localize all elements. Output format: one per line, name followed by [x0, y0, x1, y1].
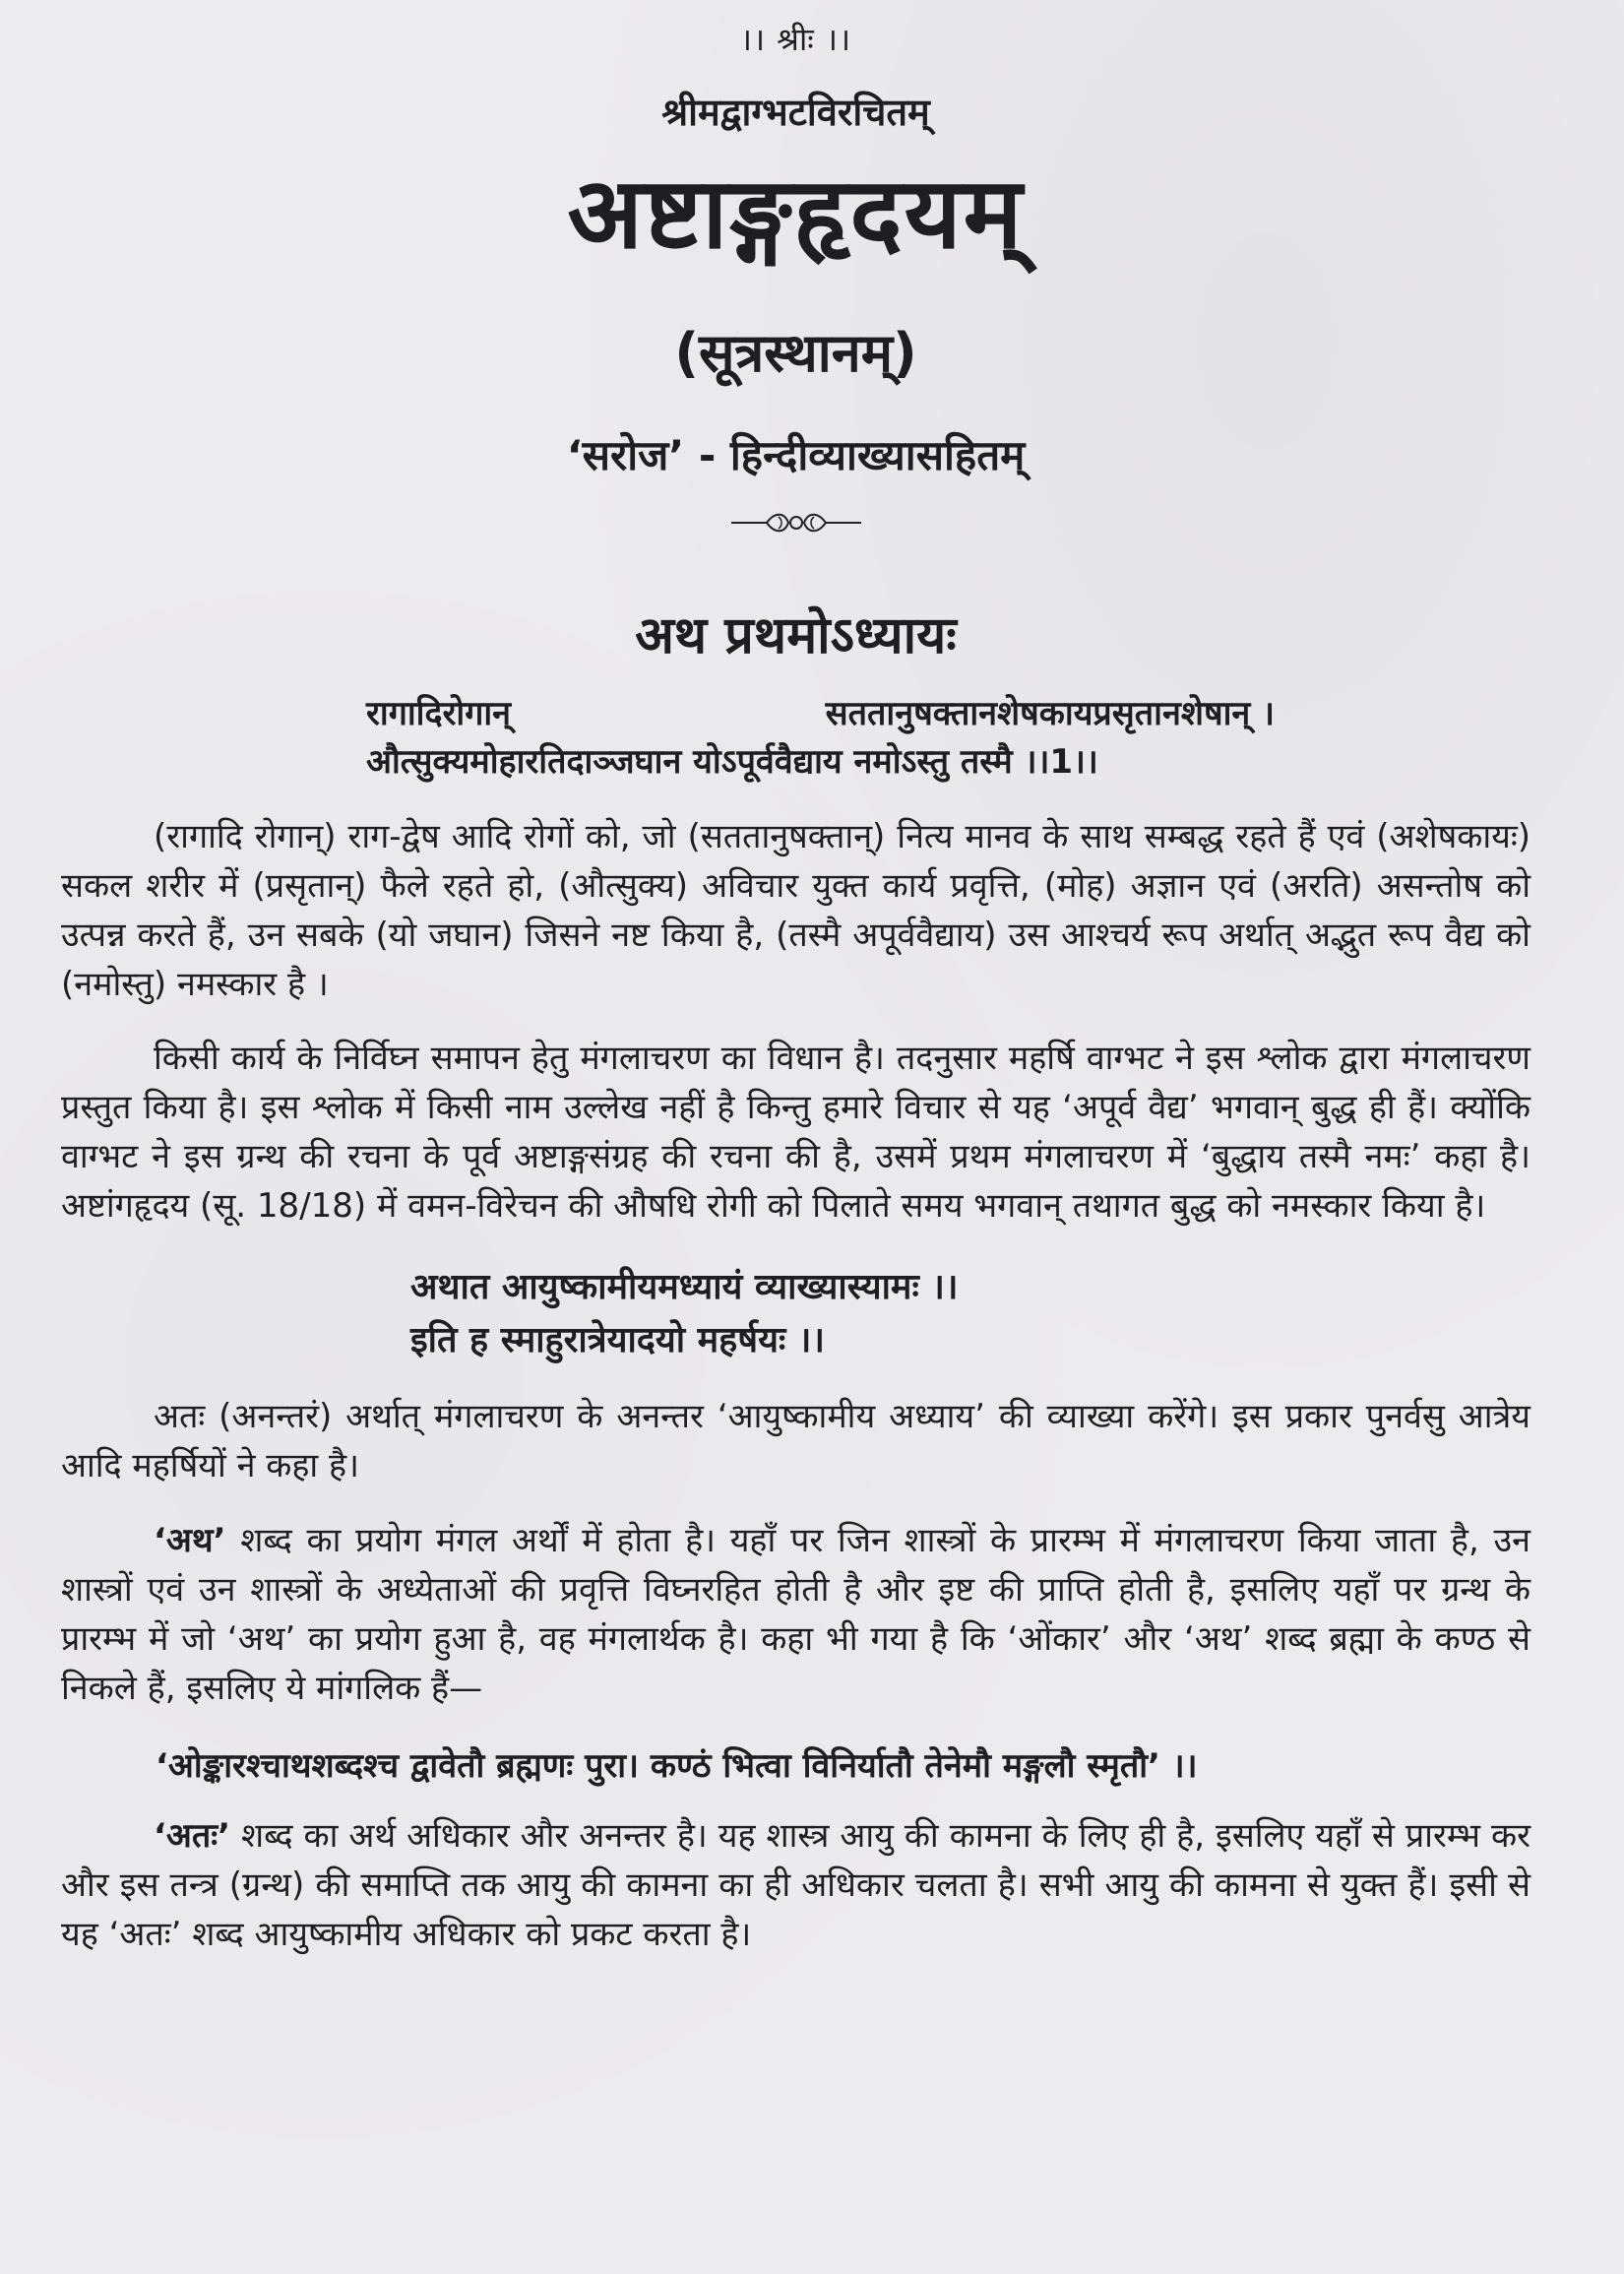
verse-2-line-2: इति ह स्माहुरात्रेयादयो महर्षयः ।।: [410, 1320, 826, 1361]
paragraph-3: अतः (अनन्तरं) अर्थात् मंगलाचरण के अनन्तर ‘आयुष्कामीय अध्याय’ की व्याख्या करेंगे। इस प्रकार पुनर्वसु आत्रेय आदि महर्षियों ने कहा है।: [61, 1397, 1530, 1486]
paragraph-4-term: ‘अथ’: [154, 1521, 226, 1561]
verse-1-line-1-b: सततानुषक्तानशेषकायप्रसृतानशेषान् ।: [825, 694, 1275, 733]
commentary-title: ‘सरोज’ - हिन्दीव्याख्यासहितम्: [566, 431, 1026, 479]
paragraph-5: [61, 1812, 1530, 1960]
sanskrit-quote: ‘ओङ्कारश्चाथशब्दश्च द्वावेतौ ब्रह्मणः पुरा। कण्ठं भित्वा विनिर्यातौ तेनेमौ मङ्गलौ स्मृतौ’ ।।: [156, 1746, 1198, 1787]
verse-1-line-1-a: रागादिरोगान्: [366, 694, 512, 733]
verse-1-line-1: [366, 690, 1275, 738]
floral-divider-icon-svg: [727, 508, 865, 537]
verse-1-line-2: औत्सुक्यमोहारतिदाञ्जघान योऽपूर्ववैद्याय नमोऽस्तु तस्मै ।।1।।: [366, 742, 1098, 783]
paragraph-4: [61, 1517, 1530, 1714]
paragraph-5-term: ‘अतः’: [154, 1816, 231, 1857]
paragraph-1: (रागादि रोगान्) राग-द्वेष आदि रोगों को, जो (सततानुषक्तान्) नित्य मानव के साथ सम्बद्ध रहते हैं एवं (अशेषकायः) सकल शरीर में (प्रसृतान्) फैले रहते हो, (औत्सुक्य) अविचार युक्त कार्य प्रवृत्ति, (मोह) अज्ञान एवं (अरति) असन्तोष को उत्पन्न करते हैं, उन सबके (यो जघान) जिसने नष्ट किया है, (तस्मै अपूर्ववैद्याय) उस आश्चर्य रूप अर्थात् अद्भुत रूप वैद्य को (नमोस्तु) नमस्कार है ।: [61, 816, 1530, 1004]
verse-1: [61, 690, 1530, 788]
invocation: ।। श्रीः ।।: [739, 21, 852, 58]
paragraph-4-text: शब्द का प्रयोग मंगल अर्थों में होता है। यहाँ पर जिन शास्त्रों के प्रारम्भ में मंगलाचरण किया जाता है, उन शास्त्रों एवं उन शास्त्रों के अध्येताओं की प्रवृत्ति विघ्नरहित होती है और इष्ट की प्राप्ति होती है, इसलिए यहाँ पर ग्रन्थ के प्रारम्भ में जो ‘अथ’ का प्रयोग हुआ है, वह मंगलार्थक है। कहा भी गया है कि ‘ओंकार’ और ‘अथ’ शब्द ब्रह्मा के कण्ठ से निकले हैं, इसलिए ये मांगलिक हैं—: [61, 1521, 1530, 1709]
author-line: श्रीमद्वाग्भटविरचितम्: [661, 91, 930, 134]
chapter-title: अथ प्रथमोऽध्यायः: [635, 606, 957, 665]
paragraph-5-text: शब्द का अर्थ अधिकार और अनन्तर है। यह शास्त्र आयु की कामना के लिए ही है, इसलिए यहाँ से प्रारम्भ कर और इस तन्त्र (ग्रन्थ) की समाप्ति तक आयु की कामना का ही अधिकार चलता है। सभी आयु की कामना से युक्त हैं। इसी से यह ‘अतः’ शब्द आयुष्कामीय अधिकार को प्रकट करता है।: [61, 1816, 1530, 1955]
paragraph-2: किसी कार्य के निर्विघ्न समापन हेतु मंगलाचरण का विधान है। तदनुसार महर्षि वाग्भट ने इस श्लोक द्वारा मंगलाचरण प्रस्तुत किया है। इस श्लोक में किसी नाम उल्लेख नहीं है किन्तु हमारे विचार से यह ‘अपूर्व वैद्य’ भगवान् बुद्ध ही हैं। क्योंकि वाग्भट ने इस ग्रन्थ की रचना के पूर्व अष्टाङ्गसंग्रह की रचना की है, उसमें प्रथम मंगलाचरण में ‘बुद्धाय तस्मै नमः’ कहा है। अष्टांगहृदय (सू. 18/18) में वमन-विरेचन की औषधि रोगी को पिलाते समय भगवान् तथागत बुद्ध को नमस्कार किया है।: [61, 1039, 1530, 1227]
verse-2: [61, 1261, 1530, 1367]
section-title: (सूत्रस्थानम्): [674, 322, 917, 384]
main-title: अष्टाङ्गहृदयम्: [567, 156, 1025, 271]
verse-2-line-1: अथात आयुष्कामीयमध्यायं व्याख्यास्यामः ।।: [410, 1267, 959, 1308]
floral-divider-icon: [61, 508, 1530, 537]
